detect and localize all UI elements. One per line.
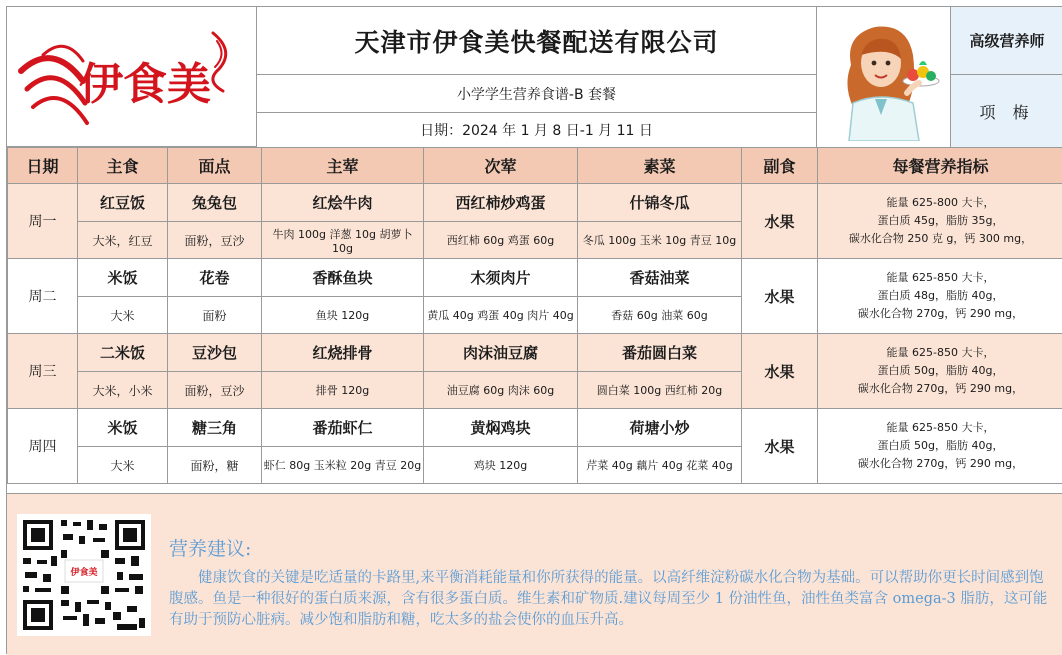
nutrition-line: 蛋白质 45g，脂肪 35g， bbox=[877, 214, 1004, 227]
nutrition-line: 碳水化合物 270g，钙 290 mg， bbox=[857, 457, 1024, 470]
dish-cell: 香酥鱼块 bbox=[262, 259, 424, 297]
nutrition-cell bbox=[818, 334, 1062, 409]
ingredient-cell: 面粉 bbox=[168, 297, 262, 334]
nutrition-line: 碳水化合物 270g，钙 290 mg， bbox=[857, 307, 1024, 320]
ingredient-cell: 香菇 60g 油菜 60g bbox=[578, 297, 742, 334]
day-cell: 周一 bbox=[8, 184, 78, 259]
ingredient-cell: 虾仁 80g 玉米粒 20g 青豆 20g bbox=[262, 447, 424, 484]
weekly-menu-table bbox=[7, 147, 1062, 484]
nutrition-line: 能量 625-850 大卡， bbox=[886, 271, 995, 284]
dish-cell: 西红柿炒鸡蛋 bbox=[424, 184, 578, 222]
ingredient-cell: 冬瓜 100g 玉米 10g 青豆 10g bbox=[578, 222, 742, 259]
nutritionist-illustration bbox=[827, 15, 941, 141]
dish-cell: 米饭 bbox=[78, 409, 168, 447]
company-logo bbox=[13, 11, 239, 141]
nutritionist-picture-cell bbox=[817, 7, 951, 147]
dish-cell: 花卷 bbox=[168, 259, 262, 297]
column-header: 主食 bbox=[78, 148, 168, 184]
ingredient-cell: 大米 bbox=[78, 447, 168, 484]
nutrition-advice-section bbox=[7, 493, 1062, 655]
table-row bbox=[8, 334, 1062, 372]
table-row bbox=[8, 259, 1062, 297]
menu-sheet bbox=[6, 6, 1062, 654]
menu-dates: 日期：2024 年 1 月 8 日-1 月 11 日 bbox=[257, 113, 817, 147]
table-row bbox=[8, 184, 1062, 222]
title-block bbox=[257, 7, 817, 147]
dish-cell: 糖三角 bbox=[168, 409, 262, 447]
dish-cell: 红豆饭 bbox=[78, 184, 168, 222]
nutrition-line: 能量 625-850 大卡， bbox=[886, 346, 995, 359]
nutrition-line: 碳水化合物 250 克 g，钙 300 mg， bbox=[848, 232, 1033, 245]
advice-title: 营养建议: bbox=[169, 538, 252, 560]
dish-cell: 红烩牛肉 bbox=[262, 184, 424, 222]
dish-cell: 木须肉片 bbox=[424, 259, 578, 297]
day-cell: 周二 bbox=[8, 259, 78, 334]
ingredient-cell: 大米，红豆 bbox=[78, 222, 168, 259]
ingredient-cell: 面粉，豆沙 bbox=[168, 222, 262, 259]
ingredient-cell: 西红柿 60g 鸡蛋 60g bbox=[424, 222, 578, 259]
qr-logo-text: 伊食美 bbox=[70, 568, 98, 578]
nutritionist-title: 高级营养师 bbox=[951, 7, 1062, 75]
column-header: 每餐营养指标 bbox=[818, 148, 1062, 184]
side-cell: 水果 bbox=[742, 409, 818, 484]
ingredient-cell: 圆白菜 100g 西红柿 20g bbox=[578, 372, 742, 409]
nutritionist-name: 项 梅 bbox=[951, 75, 1062, 147]
nutrition-line: 蛋白质 50g，脂肪 40g， bbox=[877, 439, 1004, 452]
nutrition-cell bbox=[818, 259, 1062, 334]
nutrition-line: 能量 625-850 大卡， bbox=[886, 421, 995, 434]
day-cell: 周三 bbox=[8, 334, 78, 409]
qr-code-icon bbox=[17, 514, 151, 636]
nutrition-line: 蛋白质 50g，脂肪 40g， bbox=[877, 364, 1004, 377]
side-cell: 水果 bbox=[742, 184, 818, 259]
dish-cell: 兔兔包 bbox=[168, 184, 262, 222]
dish-cell: 肉沫油豆腐 bbox=[424, 334, 578, 372]
dish-cell: 什锦冬瓜 bbox=[578, 184, 742, 222]
column-header: 日期 bbox=[8, 148, 78, 184]
dish-cell: 红烧排骨 bbox=[262, 334, 424, 372]
ingredient-cell: 鸡块 120g bbox=[424, 447, 578, 484]
day-cell: 周四 bbox=[8, 409, 78, 484]
dish-cell: 豆沙包 bbox=[168, 334, 262, 372]
dish-cell: 番茄虾仁 bbox=[262, 409, 424, 447]
dish-cell: 荷塘小炒 bbox=[578, 409, 742, 447]
side-cell: 水果 bbox=[742, 334, 818, 409]
ingredient-cell: 黄瓜 40g 鸡蛋 40g 肉片 40g bbox=[424, 297, 578, 334]
ingredient-cell: 大米，小米 bbox=[78, 372, 168, 409]
dish-cell: 黄焖鸡块 bbox=[424, 409, 578, 447]
ingredient-cell: 排骨 120g bbox=[262, 372, 424, 409]
dish-cell: 香菇油菜 bbox=[578, 259, 742, 297]
column-header: 次荤 bbox=[424, 148, 578, 184]
ingredient-cell: 大米 bbox=[78, 297, 168, 334]
column-header: 主荤 bbox=[262, 148, 424, 184]
table-row bbox=[8, 409, 1062, 447]
dish-cell: 二米饭 bbox=[78, 334, 168, 372]
logo-text: 伊食美 bbox=[79, 59, 211, 110]
qr-code-cell bbox=[17, 514, 151, 636]
company-name: 天津市伊食美快餐配送有限公司 bbox=[257, 7, 817, 75]
side-cell: 水果 bbox=[742, 259, 818, 334]
ingredient-cell: 牛肉 100g 洋葱 10g 胡萝卜 10g bbox=[262, 222, 424, 259]
nutrition-line: 能量 625-800 大卡， bbox=[886, 196, 995, 209]
ingredient-cell: 油豆腐 60g 肉沫 60g bbox=[424, 372, 578, 409]
ingredient-cell: 面粉，豆沙 bbox=[168, 372, 262, 409]
nutrition-cell bbox=[818, 409, 1062, 484]
nutrition-line: 碳水化合物 270g，钙 290 mg， bbox=[857, 382, 1024, 395]
advice-text: 健康饮食的关键是吃适量的卡路里,来平衡消耗能量和你所获得的能量。以高纤维淀粉碳水化合物为基础。可以帮助你更长时间感到饱腹感。鱼是一种很好的蛋白质来源，含有很多蛋白质。维生素和矿物质.建议每周至少 1 份油性鱼，油性鱼类富含 omega-3 脂肪，这可能有助于预防心脏病。减少饱和脂肪和糖，吃太多的盐会使你的血压升高。 bbox=[169, 570, 1048, 628]
logo-cell bbox=[7, 7, 257, 147]
table-header-row bbox=[8, 148, 1062, 184]
ingredient-cell: 面粉，糖 bbox=[168, 447, 262, 484]
menu-name: 小学学生营养食谱-B 套餐 bbox=[257, 75, 817, 113]
ingredient-cell: 鱼块 120g bbox=[262, 297, 424, 334]
column-header: 素菜 bbox=[578, 148, 742, 184]
column-header: 面点 bbox=[168, 148, 262, 184]
sheet-header bbox=[7, 7, 1062, 147]
column-header: 副食 bbox=[742, 148, 818, 184]
nutrition-line: 蛋白质 48g，脂肪 40g， bbox=[877, 289, 1004, 302]
ingredient-cell: 芹菜 40g 藕片 40g 花菜 40g bbox=[578, 447, 742, 484]
dish-cell: 米饭 bbox=[78, 259, 168, 297]
nutrition-cell bbox=[818, 184, 1062, 259]
dish-cell: 番茄圆白菜 bbox=[578, 334, 742, 372]
